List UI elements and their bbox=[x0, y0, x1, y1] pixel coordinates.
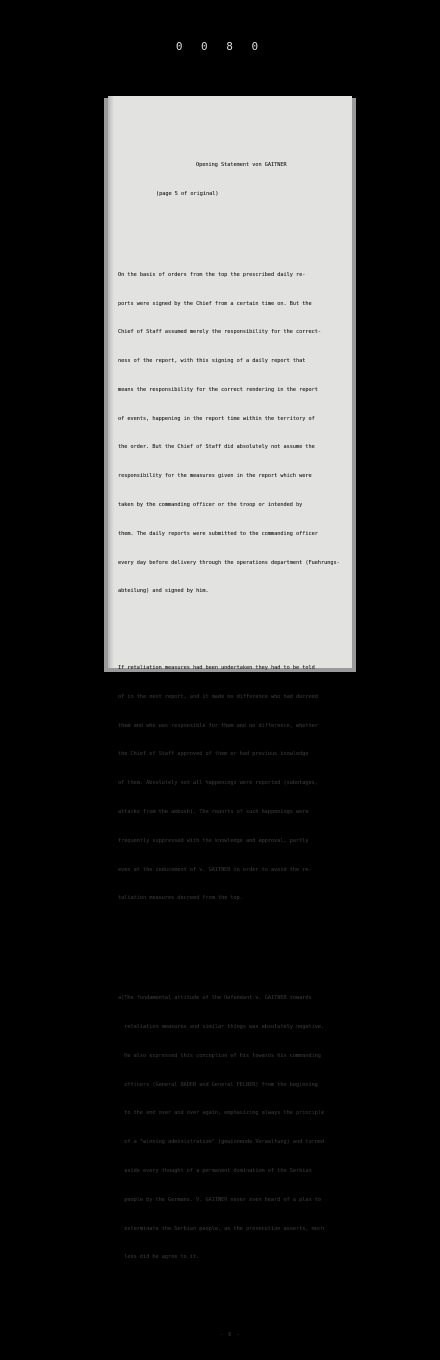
paragraph-1 bbox=[118, 252, 346, 617]
text-line: If retaliation measures had been undertaken they had to be told bbox=[118, 665, 315, 672]
microfilm-frame-number: 0 0 8 0 bbox=[175, 40, 265, 53]
paragraph-3 bbox=[118, 975, 346, 1282]
text-line: them and who was responsible for them and no difference, whether bbox=[118, 722, 318, 729]
page-number: - 6 - bbox=[220, 1331, 241, 1338]
document-subtitle: (page 5 of original) bbox=[156, 190, 219, 197]
text-line: frequently suppressed with the knowledge and approval, partly bbox=[118, 837, 309, 844]
sheet-edge-shading bbox=[108, 96, 114, 668]
text-line: aside every thought of a permanent domination of the Serbian bbox=[118, 1167, 312, 1174]
text-line: responsibility for the measures given in the report which were bbox=[118, 473, 312, 480]
text-line: On the basis of orders from the top the prescribed daily re- bbox=[118, 271, 306, 278]
text-line: abteilung) and signed by him. bbox=[118, 588, 209, 595]
text-line: taken by the commanding officer or the troop or intended by bbox=[118, 501, 303, 508]
text-line: of events, happening in the report time within the territory of bbox=[118, 415, 315, 422]
text-line: less did he agree to it. bbox=[118, 1254, 200, 1261]
text-line: attacks from the ambush). The reports of such happenings were bbox=[118, 808, 309, 815]
text-line: them. The daily reports were submitted to the commanding officer bbox=[118, 530, 318, 537]
text-line: ness of the report, with this signing of a daily report that bbox=[118, 358, 306, 365]
text-line: officers (General BADER and General FELBER) from the beginning bbox=[118, 1081, 318, 1088]
text-line: Chief of Staff assumed merely the responsibility for the correct- bbox=[118, 329, 322, 336]
text-line: of them. Absolutely not all happenings were reported (sabotages, bbox=[118, 780, 318, 787]
text-line: ports were signed by the Chief from a certain time on. But the bbox=[118, 300, 312, 307]
text-line: means the responsibility for the correct rendering in the report bbox=[118, 386, 318, 393]
text-line: even at the inducement of v. GAITNER in order to avoid the re- bbox=[118, 866, 312, 873]
paragraph-2 bbox=[118, 645, 346, 923]
text-line: retaliation measures and similar things was absolutely negative. bbox=[118, 1024, 325, 1031]
text-line: exterminate the Serbian people, as the prosecution asserts, much bbox=[118, 1225, 325, 1232]
text-line: He also expressed this conception of his towards his commanding bbox=[118, 1052, 322, 1059]
document-title: Opening Statement von GAITNER bbox=[196, 162, 287, 169]
text-line: taliation measures decreed from the top. bbox=[118, 895, 243, 902]
text-line: the order. But the Chief of Staff did absolutely not assume the bbox=[118, 444, 315, 451]
text-line: to the end over and over again, emphasizing always the principle bbox=[118, 1110, 325, 1117]
text-line: a)The fundamental attitude of the Defendant v. GAITNER towards bbox=[118, 995, 312, 1002]
text-line: the Chief of Staff approved of them or had previous knowledge bbox=[118, 751, 309, 758]
text-line: every day before delivery through the operations department (Fuehrungs- bbox=[118, 559, 340, 566]
text-line: of in the next report, and it made no difference who had decreed bbox=[118, 693, 318, 700]
text-line: people by the Germans. V. GAITNER never even heard of a plan to bbox=[118, 1196, 322, 1203]
document-page bbox=[108, 96, 352, 1338]
text-line: of a "winning administration" (gewinnende Verwaltung) and turned bbox=[118, 1139, 325, 1146]
document-text bbox=[118, 142, 346, 1360]
